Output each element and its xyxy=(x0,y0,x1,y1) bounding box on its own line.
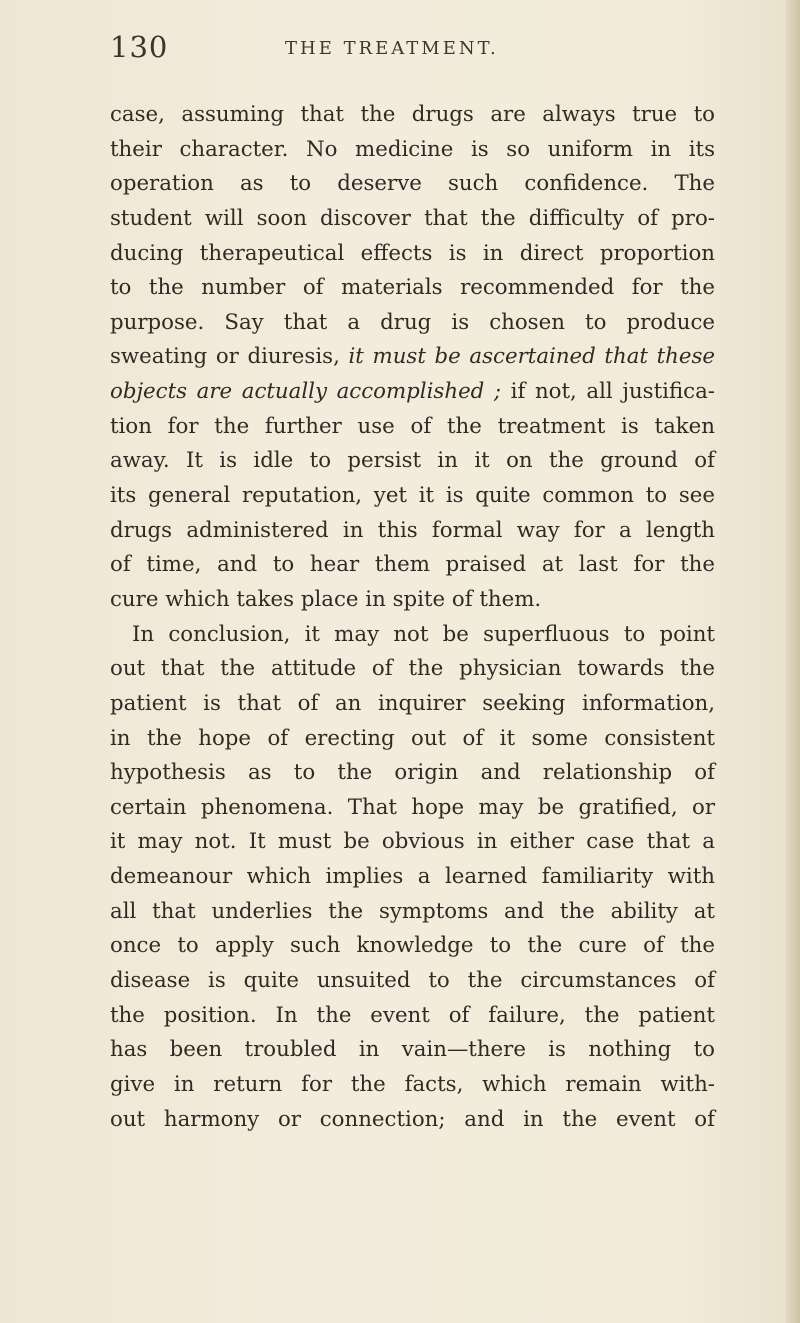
text-line: its general reputation, yet it is quite common to see xyxy=(110,483,715,509)
text-line: of time, and to hear them praised at last for the xyxy=(110,552,715,578)
text-segment: if not, all justifica- xyxy=(501,379,715,405)
body-text xyxy=(110,98,715,1137)
text-line: disease is quite unsuited to the circumstances of xyxy=(110,968,715,994)
page-edge xyxy=(786,0,800,1323)
text-line: drugs administered in this formal way for a length xyxy=(110,517,715,543)
text-line: out harmony or connection; and in the event of xyxy=(110,1106,715,1132)
text-line: operation as to deserve such confidence. The xyxy=(110,171,715,197)
text-line: has been troubled in vain—there is nothing to xyxy=(110,1037,715,1063)
text-line: all that underlies the symptoms and the ability at xyxy=(110,898,715,924)
text-line: case, assuming that the drugs are always true to xyxy=(110,102,715,127)
text-line: to the number of materials recommended for the xyxy=(110,275,715,301)
text-line-mixed xyxy=(110,340,715,375)
text-line: student will soon discover that the difficulty of pro- xyxy=(110,205,715,231)
text-line: away. It is idle to persist in it on the ground of xyxy=(110,448,715,474)
text-line: in the hope of erecting out of it some consistent xyxy=(110,725,715,751)
text-line: the position. In the event of failure, the patient xyxy=(110,1002,715,1028)
text-line-mixed xyxy=(110,375,715,410)
page-number: 130 xyxy=(110,30,169,64)
text-line: out that the attitude of the physician towards the xyxy=(110,656,715,682)
text-line: patient is that of an inquirer seeking information, xyxy=(110,690,715,716)
text-line: their character. No medicine is so uniform in its xyxy=(110,136,715,162)
text-line: In conclusion, it may not be superfluous to point xyxy=(132,621,715,647)
text-segment: sweating or diuresis, xyxy=(110,344,349,370)
italic-text: it must be ascertained that these xyxy=(348,344,716,370)
text-line: purpose. Say that a drug is chosen to produce xyxy=(110,309,715,335)
text-line: tion for the further use of the treatment is taken xyxy=(110,413,715,439)
text-line: cure which takes place in spite of them. xyxy=(110,586,542,612)
text-line: hypothesis as to the origin and relationship of xyxy=(110,760,715,786)
italic-text: objects are actually accomplished ; xyxy=(110,379,502,405)
text-line: give in return for the facts, which remain with- xyxy=(110,1071,715,1097)
page-header xyxy=(110,30,710,70)
running-head: THE TREATMENT. xyxy=(285,38,499,59)
text-line: ducing therapeutical effects is in direct proportion xyxy=(110,240,715,266)
text-line: once to apply such knowledge to the cure of the xyxy=(110,933,715,959)
text-line: it may not. It must be obvious in either case that a xyxy=(110,829,715,855)
text-line: certain phenomena. That hope may be gratified, or xyxy=(110,794,715,820)
text-line: demeanour which implies a learned familiarity with xyxy=(110,864,715,890)
